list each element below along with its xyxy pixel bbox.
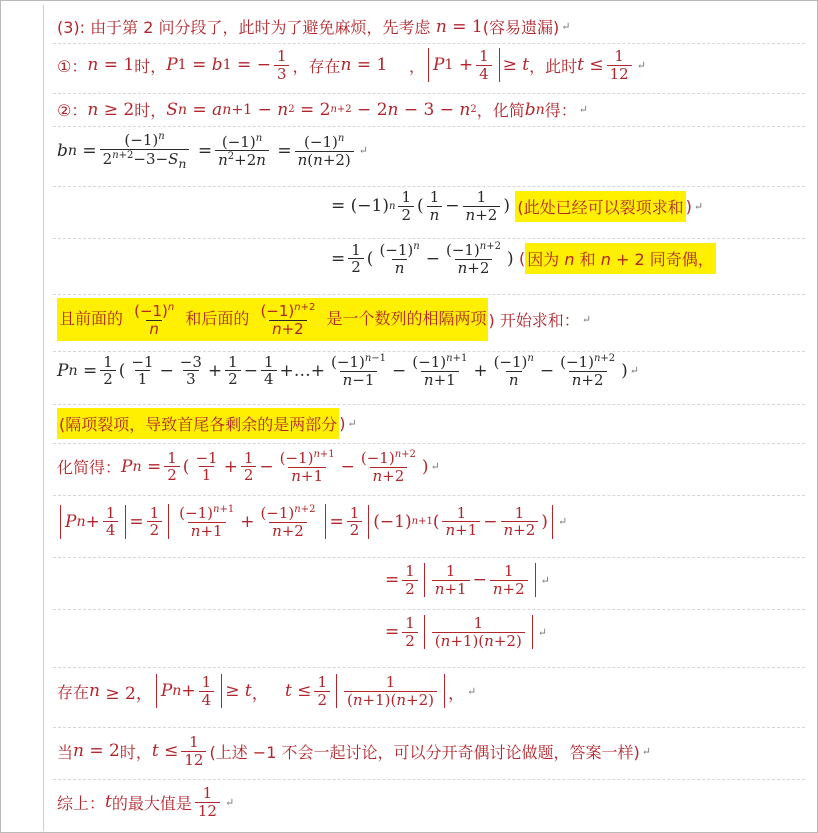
line-11: = 1 2 1 n+1 − 1 n+2 ↵ bbox=[385, 562, 550, 598]
line-6: 且前面的 $\frac{(-1)^n}{n}$ 和后面的 $\frac{(-1)^{n+2}}{n+2}$ 是一个数列的相隔两项 ) 开始求和： ↵ bbox=[57, 298, 591, 341]
ruled-line bbox=[53, 495, 805, 496]
line-15: 综上： t 的最大值是 1 12 ↵ bbox=[57, 784, 235, 820]
line-4: = (−1) n 1 2 ( 1 n − 1 n+2 ) (此处已经可以裂项求和 ) ↵ bbox=[331, 188, 704, 224]
margin-line bbox=[43, 5, 44, 831]
line-10: P n + 1 4 = 1 2 $(-1)^{n+1}$ n+1 + $(-1)^{n+2}$ n+2 = 1 2 (−1) n+1 ( 1 n+1 − 1 n+2 ) ↵ bbox=[57, 504, 567, 539]
line-5: = 1 2 ( $(-1)^n$ n − $(-1)^{n+2}$ n+2 ) ( 因为 n 和 n + 2 同奇偶， bbox=[331, 240, 714, 277]
line-8: (隔项裂项，导致首尾各剩余的是两部分 ) ↵ bbox=[57, 408, 357, 439]
line-3: b n = $(-1)^n$ $2^{n+2}-3-S_n$ = $(-1)^n$ $n^2+2n$ = $(-1)^n$ n(n+2) ↵ bbox=[57, 131, 368, 171]
line-0: (3): 由于第 2 问分段了，此时为了避免麻烦，先考虑 n = 1 (容易遗漏) ↵ bbox=[57, 16, 571, 37]
line-7: P n = 1 2 ( −1 1 − −3 3 + 1 2 − 1 4 +…+ $(-1)^{n-1}$ n−1 − $(-1)^{n+1}$ n+1 + $(-1)^n$ n − $(-1)^{n+2}$ n+2 ) ↵ bbox=[57, 352, 639, 389]
line-12: = 1 2 1 (n+1)(n+2) ↵ bbox=[385, 614, 548, 650]
ruled-line bbox=[53, 186, 805, 187]
ruled-line bbox=[53, 727, 805, 728]
ruled-line bbox=[53, 609, 805, 610]
ruled-line bbox=[53, 126, 805, 127]
line-9: 化简得： P n = 1 2 ( −1 1 + 1 2 − $(-1)^{n+1}$ n+1 − $(-1)^{n+2}$ n+2 ) ↵ bbox=[57, 448, 440, 485]
ruled-line bbox=[53, 443, 805, 444]
ruled-line bbox=[53, 238, 805, 239]
ruled-line bbox=[53, 667, 805, 668]
ruled-line bbox=[53, 351, 805, 352]
ruled-line bbox=[53, 93, 805, 94]
line-2: ②： n ≥ 2 时， S n = a n+1 − n 2 = 2 n+2 − 2 n − 3 − n 2 ，化简 b n 得： ↵ bbox=[57, 99, 588, 120]
line-14: 当 n = 2 时， t ≤ 1 12 (上述 −1 不会一起讨论，可以分开奇偶讨论做题，答案一样) ↵ bbox=[57, 733, 651, 769]
ruled-line bbox=[53, 43, 805, 44]
ruled-line bbox=[53, 779, 805, 780]
ruled-line bbox=[53, 294, 805, 295]
line-13: 存在 n ≥ 2， P n + 1 4 ≥ t ， t ≤ 1 2 1 (n+1)(n+2) ， ↵ bbox=[57, 673, 477, 709]
line-1: ①： n = 1 时， P 1 = b 1 = − 1 3 ，存在 n = 1 ， P 1 + 1 4 ≥ t ，此时 t ≤ 1 12 ↵ bbox=[57, 47, 646, 83]
ruled-line bbox=[53, 404, 805, 405]
ruled-line bbox=[53, 557, 805, 558]
